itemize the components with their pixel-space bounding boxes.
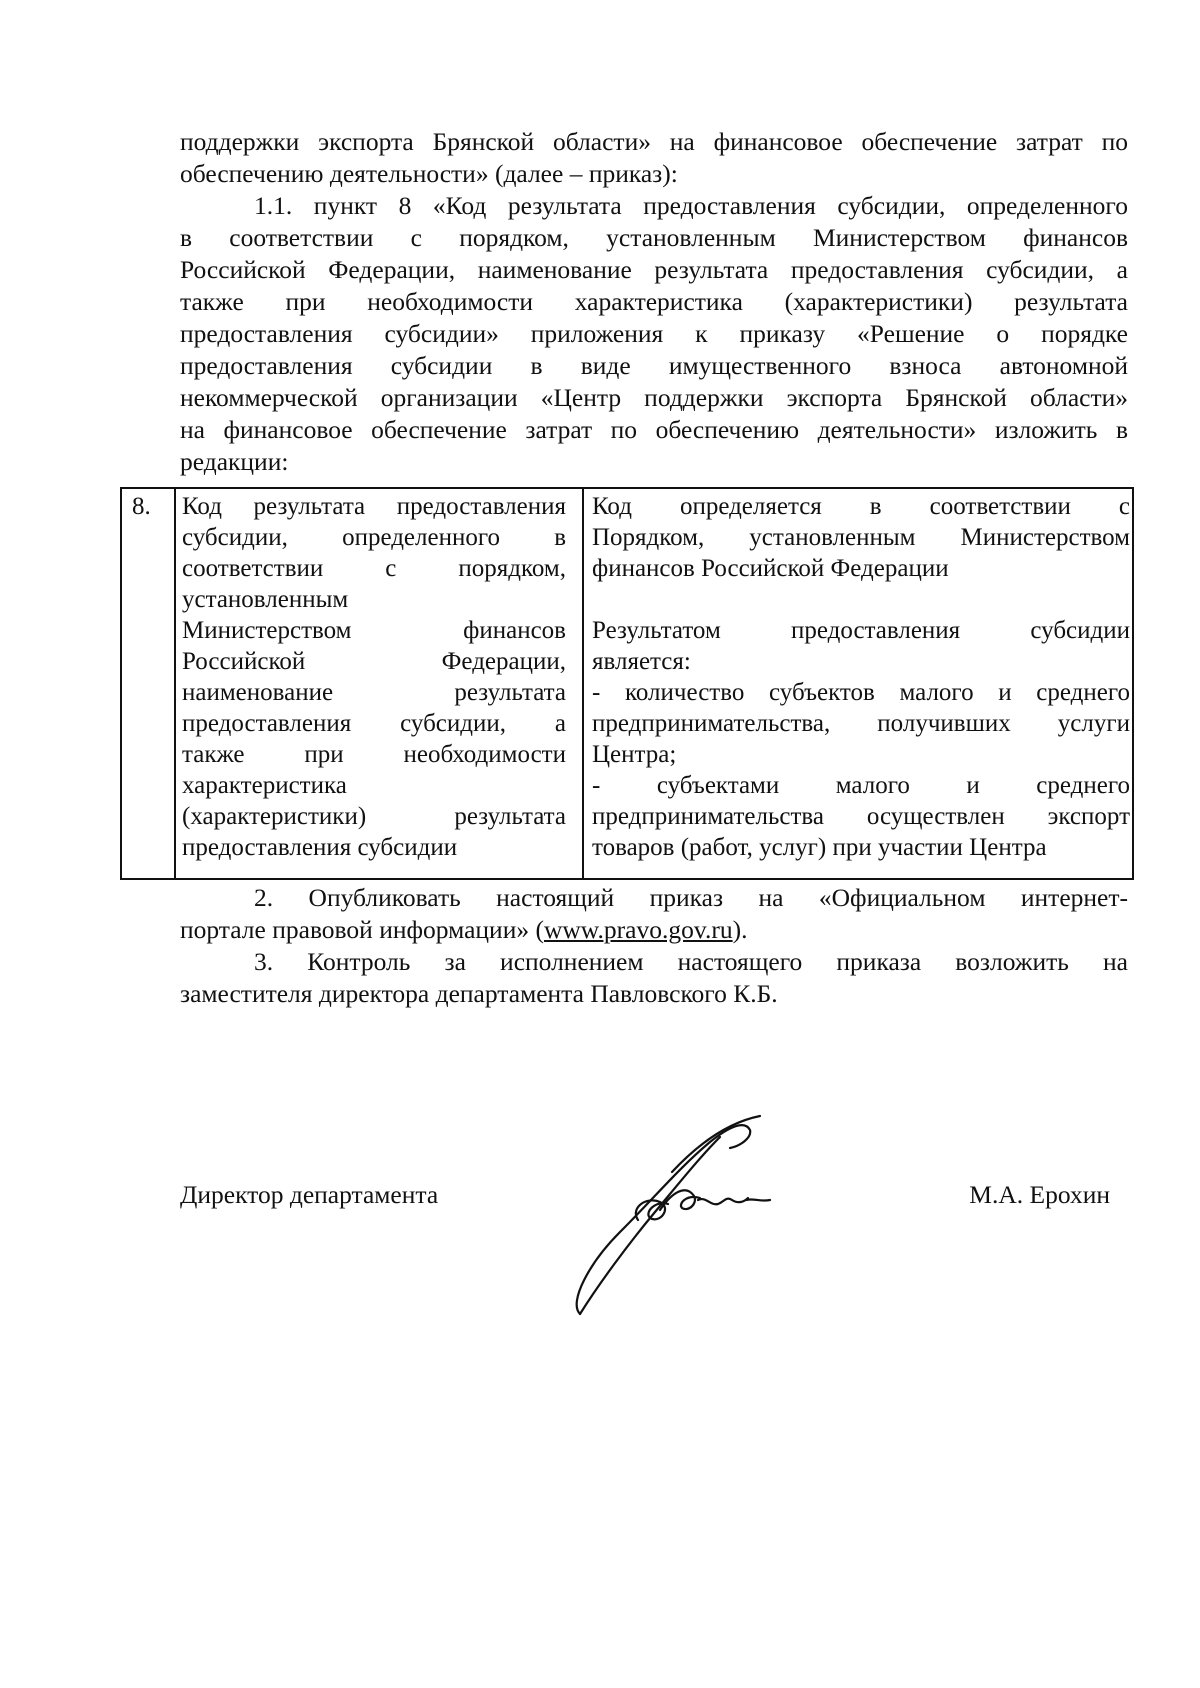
cell-line: предоставления субсидии, а [182,710,566,737]
cell-line: Центра; [592,741,677,768]
item-line: некоммерческой организации «Центр поддержки экспорта Брянской области» [180,383,1128,412]
item-2-paragraph [180,882,1128,946]
table-cell-name [182,491,566,863]
item-line: на финансовое обеспечение затрат по обеспечению деятельности» изложить в [180,415,1128,444]
cell-line: Порядком, установленным Министерством [592,524,1130,551]
pravo-link[interactable]: www.pravo.gov.ru [543,915,733,944]
item-line: предоставления субсидии» приложения к приказу «Решение о порядке [180,319,1128,348]
cell-line: субсидии, определенного в [182,524,566,551]
cell-line: наименование результата [182,679,566,706]
item-line: Российской Федерации, наименование результата предоставления субсидии, а [180,255,1128,284]
item-line: 1.1. пункт 8 «Код результата предоставления субсидии, определенного [254,191,1128,220]
table-divider [174,489,176,878]
cell-line: Код определяется в соответствии с [592,493,1130,520]
cell-line: установленным [182,586,349,613]
cell-line: Министерством финансов [182,617,566,644]
cell-gap [592,584,1130,615]
table-cell-value [592,491,1130,863]
cell-line: соответствии с порядком, [182,555,566,582]
item-line [180,914,1128,946]
signatory-name: М.А. Ерохин [969,1180,1110,1209]
result-table [120,487,1134,880]
row-number-text: 8. [132,493,151,520]
table-divider [582,489,584,878]
item-line: 2. Опубликовать настоящий приказ на «Официальном интернет- [254,883,1128,912]
cell-line: финансов Российской Федерации [592,555,949,582]
item-line: заместителя директора департамента Павловского К.Б. [180,979,778,1008]
cell-line: предпринимательства, получивших услуги [592,710,1130,737]
signatory-position: Директор департамента [180,1180,439,1209]
handwritten-signature-icon [560,1112,830,1322]
item-1-1-paragraph [180,190,1128,478]
cell-line: товаров (работ, услуг) при участии Центра [592,834,1047,861]
item-2-text: ). [732,915,748,944]
table-row-number [132,491,164,522]
cell-line: (характеристики) результата [182,803,566,830]
intro-line: обеспечению деятельности» (далее – приказ): [180,159,678,188]
item-line: редакции: [180,447,289,476]
cell-line: также при необходимости [182,741,566,768]
item-line: также при необходимости характеристика (характеристики) результата [180,287,1128,316]
cell-line: предоставления субсидии [182,834,458,861]
item-3-paragraph [180,946,1128,1010]
intro-paragraph [180,126,1128,190]
cell-line: Результатом предоставления субсидии [592,617,1130,644]
cell-line: характеристика [182,772,347,799]
item-line: в соответствии с порядком, установленным Министерством финансов [180,223,1128,252]
cell-line: предпринимательства осуществлен экспорт [592,803,1130,830]
cell-line: - количество субъектов малого и среднего [592,679,1130,706]
cell-line: - субъектами малого и среднего [592,772,1130,799]
item-line: 3. Контроль за исполнением настоящего приказа возложить на [254,947,1128,976]
item-line: предоставления субсидии в виде имущественного взноса автономной [180,351,1128,380]
item-2-text: портале правовой информации» ( [180,915,544,944]
cell-line: Российской Федерации, [182,648,566,675]
intro-line: поддержки экспорта Брянской области» на финансовое обеспечение затрат по [180,127,1128,156]
cell-line: Код результата предоставления [182,493,566,520]
cell-line: является: [592,648,691,675]
